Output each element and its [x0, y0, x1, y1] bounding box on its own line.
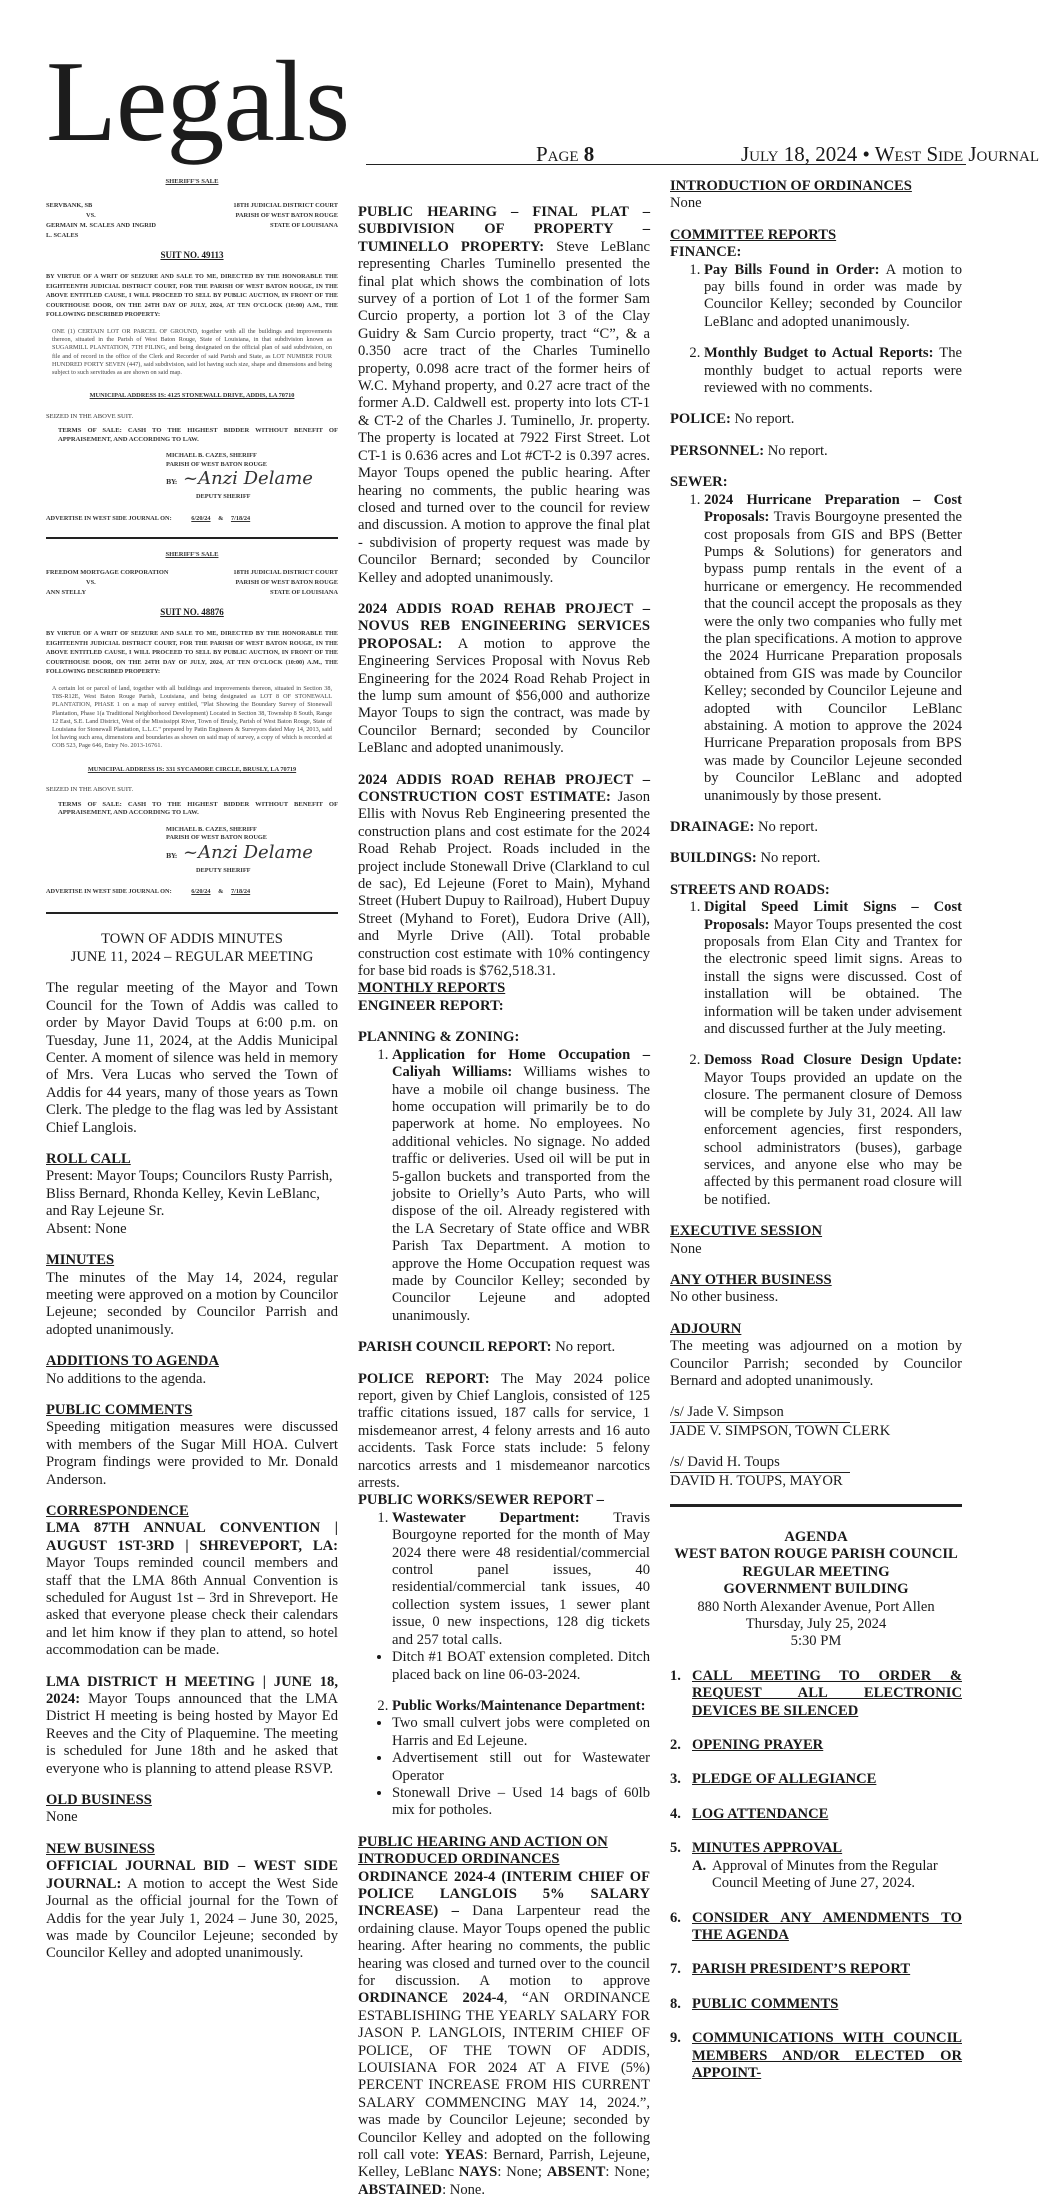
sewer-list — [670, 492, 962, 805]
agenda-item: 8. PUBLIC COMMENTS — [670, 1995, 839, 2012]
agenda-item: 6. CONSIDER ANY AMENDMENTS TO THE AGENDA — [670, 1909, 962, 1943]
adjourn-heading: ADJOURN — [670, 1320, 742, 1337]
suit-number: SUIT NO. 49113 — [160, 249, 224, 260]
date-line: July 18, 2024 • West Side Journal — [741, 142, 1039, 166]
writ-text: BY VIRTUE OF A WRIT OF SEIZURE AND SALE TO ME, DIRECTED BY THE HONORABLE THE EIGHTEENTH JUDICIAL DISTRICT COURT, FOR THE PARISH OF WEST BATON ROUGE, IN THE ABOVE ENTITLED CAUSE, I WILL PROCEED TO SELL BY PUBLIC AUCTION, IN FRONT OF THE COURTHOUSE DOOR, ON THE 24TH DAY OF JULY, 2024, AT TEN O'CLOCK (10:00) A.M., THE FOLLOWING DESCRIBED PROPERTY: — [46, 630, 338, 676]
sheriff-name: MICHAEL B. CAZES, SHERIFF — [166, 452, 257, 460]
court: 18TH JUDICIAL DISTRICT COURT — [233, 568, 338, 576]
seized: SEIZED IN THE ABOVE SUIT. — [46, 412, 134, 420]
agenda-item: 3. PLEDGE OF ALLEGIANCE — [670, 1771, 877, 1788]
lma-convention: LMA 87TH ANNUAL CONVENTION | AUGUST 1ST-3RD | SHREVEPORT, LA: Mayor Toups reminded council members and staff that the LMA 86th Annual Convention is scheduled for August 1st – 3rd in Shreveport. He asked that everyone please check their calendars and let him know if they plan to attend, so hotel accommodation can be made. — [46, 1520, 338, 1659]
column-2 — [358, 178, 650, 2199]
minutes-intro: The regular meeting of the Mayor and Town Council for the Town of Addis was called to order by Mayor David Toups at 6:00 p.m. on Tuesday, June 11, 2024, at the Addis Municipal Center. A moment of silence was held in memory of Mrs. Vera Lucas who served the Town of Addis for 44 years, many of those years as Town Clerk. The pledge to the flag was led by Assistant Chief Langlois. — [46, 980, 338, 1136]
wastewater-list — [358, 1510, 650, 1649]
finance-item: 1. Pay Bills Found in Order: A motion to pay bills found in order was made by Councilor Kelley; seconded by Councilor LeBlanc and adopted unanimously. — [704, 262, 962, 332]
advertise-dates: ADVERTISE IN WEST SIDE JOURNAL ON: 6/20/24 & 7/18/24 — [46, 514, 251, 522]
list-item: • Ditch #1 BOAT extension completed. Ditch placed back on line 06-03-2024. — [392, 1649, 650, 1684]
streets-item: 2. Demoss Road Closure Design Update: Mayor Toups provided an update on the closure. The permanent closure of Demoss will be complete by July 31, 2024. All law enforcement agencies, first responders, school administrators (buses), garbage services, and anyone else who may be affected by this permanent road closure will be notified. — [704, 1052, 962, 1209]
finance-heading: FINANCE: — [670, 244, 742, 261]
drainage: DRAINAGE: No report. — [670, 819, 818, 835]
sheriff-parish: PARISH OF WEST BATON ROUGE — [166, 834, 268, 842]
engineer-report: ENGINEER REPORT: — [358, 997, 504, 1014]
deputy-label: DEPUTY SHERIFF — [196, 493, 251, 501]
agenda-item: 9. COMMUNICATIONS WITH COUNCIL MEMBERS AND/OR ELECTED OR APPOINT- — [670, 2030, 962, 2081]
municipal-address: MUNICIPAL ADDRESS IS: 4125 STONEWALL DRIVE, ADDIS, LA 70710 — [89, 392, 295, 400]
defendant: ANN STELLY — [46, 588, 87, 596]
agenda-item: 7. PARISH PRESIDENT’S REPORT — [670, 1961, 911, 1978]
additions-text: No additions to the agenda. — [46, 1370, 207, 1387]
versus: VS. — [86, 578, 96, 586]
sewer-item: 1. 2024 Hurricane Preparation – Cost Proposals: Travis Bourgoyne presented the cost proposals from GIS and BPS (Better Pumps & Solutions) for generators and bypass pump rentals in the event of a hurricane or emergency. He recommended that the council accept the proposals as they were the only two companies who fully met the plan specifications. A motion to approve the 2024 Hurricane Preparation proposals obtained from GIS was made by Councilor Kelley; seconded by Councilor Lejeune and adopted with Councilor LeBlanc abstaining. A motion to approve the 2024 Hurricane Preparation proposals from BPS was made by Councilor Lejeune seconded by Councilor LeBlanc and adopted unanimously by those present. — [704, 492, 962, 805]
list-item: • Stonewall Drive – Used 14 bags of 60lb mix for potholes. — [392, 1785, 650, 1820]
committee-heading: COMMITTEE REPORTS — [670, 226, 837, 243]
intro-ord-text: None — [670, 195, 702, 212]
ordinance-text: ORDINANCE 2024-4 (INTERIM CHIEF OF POLICE LANGLOIS 5% SALARY INCREASE) – Dana Larpenteur read the ordaining clause. Mayor Toups opened the public hearing. After hearing no comments, the public hearing was closed and turned over to the council for discussion. A motion to approve ORDINANCE 2024-4, “AN ORDINANCE ESTABLISHING THE YEARLY SALARY FOR JASON P. LANGLOIS, INTERIM CHIEF OF POLICE, OF THE TOWN OF ADDIS, LOUISIANA FOR 2024 AT A FIVE (5%) PERCENT INCREASE FROM HIS CURRENT SALARY COMMENCING MAY 14, 2024.”, was made by Councilor Lejeune; seconded by Councilor Kelley and adopted on the following roll call vote: YEAS: Bernard, Parrish, Lejeune, Kelley, LeBlanc NAYS: None; ABSENT: None; ABSTAINED: None. — [358, 1868, 650, 2198]
notice-divider — [46, 537, 338, 539]
column-3 — [670, 178, 962, 2082]
streets-list — [670, 899, 962, 1209]
terms-of-sale: TERMS OF SALE: CASH TO THE HIGHEST BIDDER WITHOUT BENEFIT OF APPRAISEMENT, AND ACCORDING TO LAW. — [58, 427, 338, 443]
list-item: • Advertisement still out for Wastewater Operator — [392, 1750, 650, 1785]
public-works-heading: PUBLIC WORKS/SEWER REPORT – — [358, 1492, 604, 1509]
planning-list — [358, 1047, 650, 1326]
agenda-item: 2. OPENING PRAYER — [670, 1737, 824, 1754]
clerk-name: JADE V. SIMPSON, TOWN CLERK — [670, 1422, 891, 1439]
sheriff-name: MICHAEL B. CAZES, SHERIFF — [166, 825, 257, 833]
agenda-title: AGENDA — [784, 1529, 848, 1545]
sheriff-sale-notice-1 — [46, 178, 338, 527]
minutes-title: TOWN OF ADDIS MINUTES JUNE 11, 2024 – REGULAR MEETING — [70, 931, 314, 966]
defendant: GERMAIN M. SCALES AND INGRID L. SCALES — [46, 221, 156, 239]
roll-absent: Absent: None — [46, 1220, 127, 1237]
exec-text: None — [670, 1240, 702, 1257]
notice-heading: SHERIFF'S SALE — [165, 551, 219, 558]
roll-call-heading: ROLL CALL — [46, 1151, 131, 1168]
police-committee: POLICE: No report. — [670, 411, 795, 428]
mayor-name: DAVID H. TOUPS, MAYOR — [670, 1472, 843, 1489]
municipal-address: MUNICIPAL ADDRESS IS: 331 SYCAMORE CIRCLE, BRUSLY, LA 70719 — [87, 765, 297, 773]
other-text: No other business. — [670, 1289, 779, 1306]
agenda-item: 4. LOG ATTENDANCE — [670, 1805, 829, 1822]
clerk-signature: /s/ Jade V. Simpson — [670, 1404, 962, 1422]
agenda-item: 1. CALL MEETING TO ORDER & REQUEST ALL ELECTRONIC DEVICES BE SILENCED — [670, 1667, 962, 1719]
planning-item: 1. Application for Home Occupation – Caliyah Williams: Williams wishes to have a mobile oil change business. The home occupation will primarily be to do paperwork at home. No employees. No additional vehicles. No signage. No added traffic or deliveries. Used oil will be put in 5-gallon buckets and transported from the jobsite to Orielly’s Auto Parts, who will dispose of the oil. Already registered with the LA Secretary of State office and WBR Parish Tax Department. A motion to approve the Home Occupation request was made by Councilor Kelley; seconded by Councilor Lejeune and adopted unanimously. — [392, 1047, 650, 1326]
wastewater-bullets — [358, 1649, 650, 1684]
lma-district: LMA DISTRICT H MEETING | JUNE 18, 2024: Mayor Toups announced that the LMA District H meeting is being hosted by Mayor Ed Reeves and the City of Plaquemine. The meeting is scheduled for June 18th and he asked that everyone who is planning to attend please RSVP. — [46, 1673, 338, 1777]
minutes-text: The minutes of the May 14, 2024, regular meeting were approved on a motion by Councilor Lejeune; seconded by Councilor Parrish and adopted unanimously. — [46, 1269, 338, 1338]
deputy-label: DEPUTY SHERIFF — [196, 866, 251, 874]
writ-text: BY VIRTUE OF A WRIT OF SEIZURE AND SALE TO ME, DIRECTED BY THE HONORABLE THE EIGHTEENTH JUDICIAL DISTRICT COURT, FOR THE PARISH OF WEST BATON ROUGE, IN THE ABOVE ENTITLED CAUSE, I WILL PROCEED TO SELL BY PUBLIC AUCTION, IN FRONT OF THE COURTHOUSE DOOR, ON THE 24TH DAY OF JULY, 2024, AT TEN O'CLOCK (10:00) A.M., THE FOLLOWING DESCRIBED PROPERTY: — [46, 273, 338, 319]
property-description: ONE (1) CERTAIN LOT OR PARCEL OF GROUND, together with all the buildings and improvements thereon, situated in the Parish of West Baton Rouge, State of Louisiana, in that subdivision known as SUGARMILL PLANTATION, 7TH FILING, and being designated on the official plan of said subdivision, on file and of record in the office of the Clerk and Recorder of said Parish and State, as LOT NUMBER FOUR HUNDRED FORTY SEVEN (447), said subdivision, said lot having such size, shape and dimensions and being subject to such servitudes as are shown on said map. — [52, 327, 332, 376]
notice-heading: SHERIFF'S SALE — [165, 178, 219, 185]
old-business-heading: OLD BUSINESS — [46, 1792, 152, 1809]
versus: VS. — [86, 211, 96, 219]
suit-number: SUIT NO. 48876 — [160, 606, 224, 617]
minutes-heading: MINUTES — [46, 1252, 115, 1269]
other-heading: ANY OTHER BUSINESS — [670, 1271, 832, 1288]
personnel: PERSONNEL: No report. — [670, 442, 828, 459]
court: 18TH JUDICIAL DISTRICT COURT — [233, 201, 338, 209]
signature-graphic: BY: ~Anzi Delame — [166, 841, 313, 863]
new-business-heading: NEW BUSINESS — [46, 1840, 155, 1857]
finance-list — [670, 262, 962, 398]
wastewater-item: 1. Wastewater Department: Travis Bourgoyne reported for the month of May 2024 there were 48 residential/commercial control panel issues, 40 residential/commercial tank issues, 40 collection system issues, 1 sewer plant issue, 0 new inspections, 128 dig tickets and 257 total calls. — [392, 1510, 650, 1649]
signature-graphic: BY: ~Anzi Delame — [166, 468, 313, 490]
seized: SEIZED IN THE ABOVE SUIT. — [46, 786, 134, 793]
sewer-heading: SEWER: — [670, 474, 728, 491]
intro-ord-heading: INTRODUCTION OF ORDINANCES — [670, 178, 912, 194]
streets-heading: STREETS AND ROADS: — [670, 881, 830, 898]
monthly-reports-heading: MONTHLY REPORTS — [358, 980, 506, 997]
public-comments-heading: PUBLIC COMMENTS — [46, 1401, 193, 1418]
roll-present: Present: Mayor Toups; Councilors Rusty Parrish, Bliss Bernard, Rhonda Kelley, Kevin LeBlanc, and Ray Lejeune Sr. — [46, 1168, 333, 1220]
state: STATE OF LOUISIANA — [269, 221, 338, 229]
additions-heading: ADDITIONS TO AGENDA — [46, 1353, 220, 1370]
buildings: BUILDINGS: No report. — [670, 850, 821, 867]
public-comments-text: Speeding mitigation measures were discussed with members of the Sugar Mill HOA. Culvert Program findings were provided to Mr. Donald Anderson. — [46, 1419, 338, 1488]
plaintiff: SERVBANK, SB — [46, 201, 93, 209]
streets-item: 1. Digital Speed Limit Signs – Cost Proposals: Mayor Toups presented the cost proposals from Elan City and Trantex for the electronic speed limit signs. Areas to install the signs were discussed. Cost of installation will be obtained. The information will be taken under advisement and discussed further at the July meeting. — [704, 899, 962, 1038]
agenda-subitem: A. Approval of Minutes from the Regular Council Meeting of June 27, 2024. — [692, 1857, 938, 1892]
finance-item: 2. Monthly Budget to Actual Reports: The monthly budget to actual reports were reviewed with no comments. — [704, 345, 962, 397]
page-number: Page 8 — [536, 142, 595, 166]
agenda-divider — [670, 1504, 962, 1507]
adjourn-text: The meeting was adjourned on a motion by Councilor Parrish; seconded by Councilor Bernard and adopted unanimously. — [670, 1338, 962, 1389]
final-plat: PUBLIC HEARING – FINAL PLAT – SUBDIVISION OF PROPERTY – TUMINELLO PROPERTY: Steve LeBlanc representing Charles Tuminello presented the final plat which shows the combination of lots survey of a portion of Lot 1 of the former Sam Curcio property, a portion lot 3 of the Clay Guidry & Sam Curcio property, tract “C”, & a 0.350 acre tract of the Charles Tuminello property, 0.098 acre tract of the former heirs of W.C. Myhand property, and 0.27 acre tract of the former A.D. Caldwell est. property into lots CT-1 & CT-2 of the Charles J. Tuminello, Jr. property. The property is located at 7922 First Street. Lot CT-1 is 0.636 acres and Lot #CT-2 is 0.397 acres. Mayor Toups opened the public hearing. After hearing no comments, the public hearing was closed and turned over to the council for review and discussion. A motion to approve the final plat - subdivision of property request was made by Councilor Bernard; seconded by Councilor Kelley and adopted unanimously. — [358, 204, 650, 586]
planning-heading: PLANNING & ZONING: — [358, 1029, 520, 1046]
maintenance-list — [358, 1698, 650, 1715]
parish: PARISH OF WEST BATON ROUGE — [235, 211, 338, 219]
agenda-header: AGENDA WEST BATON ROUGE PARISH COUNCIL REGULAR MEETING GOVERNMENT BUILDING 880 North Alexander Avenue, Port Allen Thursday, July 25, 2024 5:30 PM — [670, 1529, 962, 1651]
hearing-heading: PUBLIC HEARING AND ACTION ON INTRODUCED ORDINANCES — [358, 1833, 608, 1868]
advertise-dates: ADVERTISE IN WEST SIDE JOURNAL ON: 6/20/24 & 7/18/24 — [46, 888, 251, 895]
maintenance-bullets — [358, 1715, 650, 1819]
section-title: Legals — [46, 38, 350, 166]
parish-council-report: PARISH COUNCIL REPORT: No report. — [358, 1339, 616, 1356]
list-item: • Two small culvert jobs were completed on Harris and Ed Lejeune. — [392, 1715, 650, 1750]
property-description: A certain lot or parcel of land, together with all buildings and improvements thereon, situated in Section 38, T8S-R12E, West Baton Rouge Parish, Louisiana, and being designated as LOT 8 OF STONEWALL PLANTATION, PHASE 1 on a map of survey entitled, "Plat Showing the Boundary Survey of Stonewall Plantation, Phase 1(a Traditional Neighborhood Development) Located in Section 38, Township 8 South, Range 12 East, S.E. Land District, West of the Mississippi River, Town of Brusly, Parish of West Baton Rouge, State of Louisiana for Stonewall Plantation, L.L.C." prepared by Patin Engineers & Surveyors dated May 14, 2013, said lot having such area, dimensions and boundaries as shown on said map of survey, a copy of which is recorded at COB 523, Page 646, Entry No. 2013-16761. — [52, 684, 332, 750]
parish: PARISH OF WEST BATON ROUGE — [235, 578, 338, 586]
journal-bid: OFFICIAL JOURNAL BID – WEST SIDE JOURNAL: A motion to accept the West Side Journal as the official journal for the Town of Addis for the year July 1, 2024 – June 30, 2025, was made by Councilor Lejeune; seconded by Councilor Kelley and adopted unanimously. — [46, 1858, 339, 1962]
state: STATE OF LOUISIANA — [269, 588, 338, 596]
maintenance-item: 2. Public Works/Maintenance Department: — [392, 1698, 650, 1715]
terms-of-sale: TERMS OF SALE: CASH TO THE HIGHEST BIDDER WITHOUT BENEFIT OF APPRAISEMENT, AND ACCORDING TO LAW. — [58, 800, 338, 817]
police-report: POLICE REPORT: The May 2024 police report, given by Chief Langlois, consisted of 125 traffic citations issued, 187 calls for service, 1 misdemeanor arrest, 4 felony arrests and 16 auto accidents. Task Force stats include: 5 felony narcotics arrests and 1 misdemeanor narcotics arrests. — [358, 1370, 650, 1492]
agenda-item: 5. MINUTES APPROVAL — [670, 1840, 843, 1857]
column-1 — [46, 178, 338, 1963]
section-divider — [46, 912, 338, 914]
exec-heading: EXECUTIVE SESSION — [670, 1223, 823, 1240]
masthead — [46, 38, 1039, 179]
mayor-signature: /s/ David H. Toups — [670, 1454, 962, 1472]
addis-cost: 2024 ADDIS ROAD REHAB PROJECT – CONSTRUCTION COST ESTIMATE: Jason Ellis with Novus Reb Engineering presented the construction plans and cost estimate for the 2024 Road Rehab Project. Roads included in the project include Stonewall Drive (Clarkland to cul de sac), Ed Lejeune (Foret to Main), Myhand Street (Hubert Dupuy to Railroad), Hubert Dupuy Street (Myhand to Foret), Eudora Drive (All), and Myrle Drive (All). Total probable construction cost estimate with 10% contingency for base bid roads is $762,518.31. — [358, 771, 650, 980]
correspondence-heading: CORRESPONDENCE — [46, 1502, 189, 1519]
sheriff-sale-notice-2 — [46, 551, 338, 900]
old-business-text: None — [46, 1809, 78, 1826]
plaintiff: FREEDOM MORTGAGE CORPORATION — [46, 568, 169, 576]
sheriff-parish: PARISH OF WEST BATON ROUGE — [166, 460, 268, 468]
addis-novus: 2024 ADDIS ROAD REHAB PROJECT – NOVUS REB ENGINEERING SERVICES PROPOSAL: A motion to approve the Engineering Services Proposal with Novus Reb Engineering for the 2024 Road Rehab Project in the lump sum amount of $56,000 and authorize Mayor Toups to sign the contract, was made by Councilor Bernard; seconded by Councilor LeBlanc and adopted unanimously. — [358, 600, 650, 757]
